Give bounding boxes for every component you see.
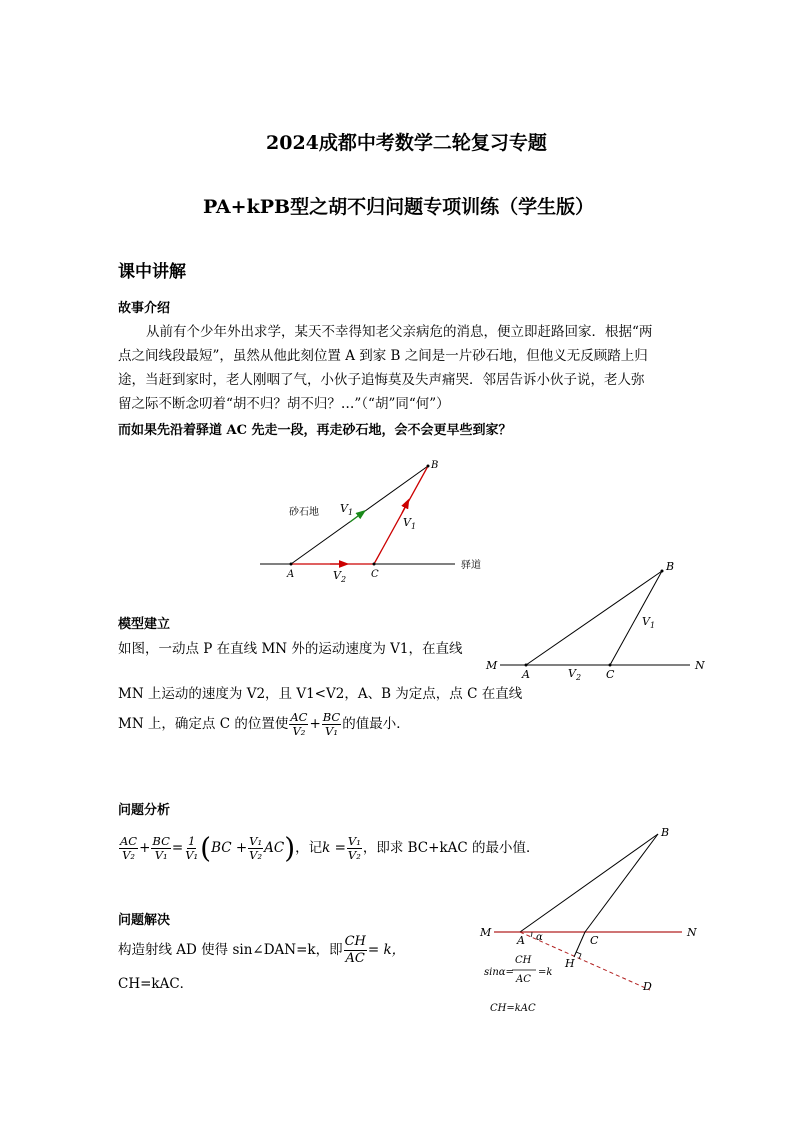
label-sina: sinα= (484, 967, 514, 978)
inner-ac: AC (264, 840, 285, 856)
analysis-formula: $\frac{AC}{\text{V₂}}$ + $\frac{BC}{\text{V₁}}$ = $\frac{1}{\text{V₁}}$ (BC + $\frac{\text{V₁}}{\text{V₂}}$ AC)，记k = $\frac{\text{V₁}}{\text{V₂}}$ ，即求 BC+kAC 的最小值． (120, 831, 540, 865)
label-v2: $V_2$ (568, 667, 582, 682)
angle-arc (531, 932, 532, 937)
story-heading: 故事介绍 (118, 301, 171, 316)
label-frac-ac: AC (516, 974, 531, 985)
story-line-4: 留之际不断念叨着“胡不归？胡不归？…”（“胡”同“何”） (118, 396, 450, 412)
label-v1-upper: $V_1$ (340, 502, 354, 517)
model-line-3-pre: MN 上，确定点 C 的位置使 (118, 716, 289, 732)
segment-CB-red (374, 466, 428, 564)
label-D: D (643, 980, 652, 993)
label-N: N (687, 926, 697, 939)
solve-line-1 (118, 930, 405, 970)
figure-1-diagram (250, 455, 500, 585)
label-A: A (287, 569, 295, 580)
model-line-1: 如图，一动点 P 在直线 MN 外的运动速度为 V1，在直线 (118, 641, 463, 657)
solve-line-1-post: = k， (367, 942, 406, 958)
frac-bc-v1: $\frac{BC}{\text{V₁}}$ (322, 710, 341, 738)
label-H: H (565, 957, 575, 970)
label-frac-ch: CH (515, 955, 532, 966)
model-heading: 模型建立 (118, 617, 171, 632)
solve-heading: 问题解决 (118, 913, 171, 928)
label-C: C (590, 934, 599, 947)
story-line-2: 点之间线段最短”，虽然从他此刻位置 A 到家 B 之间是一片砂石地，但他义无反顾踏上归 (118, 348, 648, 364)
page-subtitle: PA+kPB型之胡不归问题专项训练（学生版） (203, 196, 595, 218)
segment-CB (585, 834, 658, 932)
section-heading-lecture: 课中讲解 (118, 262, 186, 282)
label-C: C (371, 569, 379, 580)
frac-ch-ac: $\frac{CH}{AC}$ (344, 934, 366, 966)
label-N: N (695, 659, 705, 672)
analysis-tail: ，即求 BC+kAC 的最小值． (362, 840, 540, 856)
arrow-red-cb (402, 503, 407, 513)
analysis-keq: k = (322, 840, 346, 856)
story-line-3: 途，当赶到家时，老人刚咽了气，小伙子追悔莫及失声痛哭．邻居告诉小伙子说，老人弥 (118, 372, 645, 388)
frac-v1-v2: $\frac{\text{V₁}}{\text{V₂}}$ (249, 834, 263, 862)
inner-bc: BC + (211, 840, 248, 856)
segment-AB (520, 834, 658, 932)
segment-CB (610, 571, 662, 665)
label-A: A (517, 934, 525, 947)
label-C: C (606, 668, 615, 681)
label-chkac: CH=kAC (490, 1003, 536, 1014)
label-M: M (480, 926, 492, 939)
frac-bc-v1: $\frac{BC}{\text{V₁}}$ (152, 834, 170, 862)
label-eqk: =k (538, 967, 553, 978)
label-alpha: α (536, 932, 543, 943)
frac-ac-v2: $\frac{AC}{\text{V₂}}$ (120, 834, 138, 862)
analysis-note-k: ，记 (295, 840, 323, 856)
label-B: B (431, 460, 439, 471)
model-line-2: MN 上运动的速度为 V2，且 V1<V2，A、B 为定点，点 C 在直线 (118, 686, 523, 702)
figure-3-diagram (470, 820, 710, 1020)
story-question: 而如果先沿着驿道 AC 先走一段，再走砂石地，会不会更早些到家？ (118, 423, 512, 438)
label-sand: 砂石地 (289, 507, 319, 518)
model-line-3: MN 上，确定点 C 的位置使 $\frac{AC}{\text{V₂}}$ + $\frac{BC}{\text{V₁}}$ 的值最小． (118, 710, 410, 738)
frac-k-v1-v2: $\frac{\text{V₁}}{\text{V₂}}$ (347, 834, 361, 862)
frac-ac-v2: $\frac{AC}{\text{V₂}}$ (290, 710, 308, 738)
label-B: B (666, 560, 675, 573)
label-B: B (661, 826, 670, 839)
solve-line-2: CH=kAC． (118, 976, 194, 992)
label-M: M (486, 659, 498, 672)
label-A: A (522, 668, 530, 681)
analysis-heading: 问题分析 (118, 803, 171, 818)
figure-2-diagram (480, 555, 720, 685)
frac-1-v1: $\frac{1}{\text{V₁}}$ (185, 834, 199, 862)
page-title: 2024成都中考数学二轮复习专题 (266, 132, 547, 154)
label-v2: $V_2$ (333, 569, 347, 584)
story-line-1: 从前有个少年外出求学，某天不幸得知老父亲病危的消息，便立即赶路回家．根据“两 (146, 324, 653, 340)
label-v1-right: $V_1$ (403, 516, 417, 531)
label-v1: $V_1$ (642, 615, 656, 630)
solve-line-1-pre: 构造射线 AD 使得 sin∠DAN=k，即 (118, 942, 343, 958)
model-line-3-post: 的值最小． (342, 716, 410, 732)
label-road: 驿道 (461, 560, 481, 571)
